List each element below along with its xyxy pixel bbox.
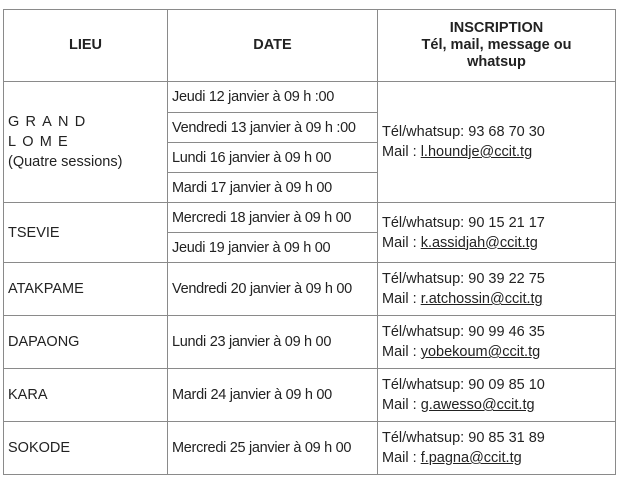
header-date: DATE	[168, 10, 378, 82]
table-row	[4, 422, 616, 475]
inscription-cell	[378, 203, 616, 263]
tel-label: Tél/whatsup:	[382, 377, 465, 393]
mail-label: Mail :	[382, 234, 417, 251]
header-inscription-line2: Tél, mail, message ou	[421, 37, 572, 53]
inscription-cell	[378, 316, 616, 369]
date-cell: Vendredi 20 janvier à 09 h 00	[168, 263, 378, 316]
mail-label: Mail :	[382, 397, 417, 413]
date-cell: Mardi 24 janvier à 09 h 00	[168, 369, 378, 422]
header-inscription-line3: whatsup	[467, 54, 526, 70]
inscription-cell	[378, 422, 616, 475]
mail-link[interactable]: l.houndje@ccit.tg	[420, 144, 533, 160]
mail-link[interactable]: r.atchossin@ccit.tg	[420, 291, 543, 307]
mail-label: Mail :	[382, 344, 417, 360]
mail-link[interactable]: k.assidjah@ccit.tg	[420, 234, 538, 251]
date-cell: Jeudi 19 janvier à 09 h 00	[168, 233, 378, 263]
inscription-cell	[378, 369, 616, 422]
lieu-cell	[4, 203, 168, 263]
tel-label: Tél/whatsup:	[382, 214, 465, 231]
lieu-cell: DAPAONG	[4, 316, 168, 369]
lieu-cell	[4, 82, 168, 203]
tel-value: 90 85 31 89	[468, 430, 545, 446]
date-cell: Lundi 23 janvier à 09 h 00	[168, 316, 378, 369]
header-inscription-line1: INSCRIPTION	[449, 20, 544, 36]
tel-line	[382, 122, 611, 142]
inscription-cell	[378, 82, 616, 203]
table-row	[4, 369, 616, 422]
tel-line	[382, 375, 611, 395]
date-cell: Vendredi 13 janvier à 09 h :00	[168, 113, 378, 143]
sessions-table	[3, 9, 616, 475]
date-cell: Mardi 17 janvier à 09 h 00	[168, 173, 378, 203]
mail-label: Mail :	[382, 450, 417, 466]
lieu-sub: (Quatre sessions)	[8, 154, 123, 170]
tel-value: 90 15 21 17	[468, 214, 545, 231]
mail-line	[382, 448, 611, 468]
tel-value: 90 39 22 75	[468, 271, 545, 287]
tel-value: 90 99 46 35	[468, 324, 545, 340]
header-lieu: LIEU	[4, 10, 168, 82]
table-row	[4, 82, 616, 113]
date-cell: Mercredi 25 janvier à 09 h 00	[168, 422, 378, 475]
mail-line	[382, 395, 611, 415]
mail-link[interactable]: g.awesso@ccit.tg	[420, 397, 535, 413]
inscription-cell	[378, 263, 616, 316]
table-row	[4, 316, 616, 369]
table-row	[4, 263, 616, 316]
date-cell: Lundi 16 janvier à 09 h 00	[168, 143, 378, 173]
mail-label: Mail :	[382, 291, 417, 307]
header-inscription	[378, 10, 616, 82]
tel-line	[382, 322, 611, 342]
tel-label: Tél/whatsup:	[382, 324, 465, 340]
mail-line	[382, 233, 611, 253]
lieu-cell: ATAKPAME	[4, 263, 168, 316]
tel-line	[382, 269, 611, 289]
tel-line	[382, 213, 611, 233]
lieu-cell: SOKODE	[4, 422, 168, 475]
header-row	[4, 10, 616, 82]
tel-label: Tél/whatsup:	[382, 430, 465, 446]
date-cell: Mercredi 18 janvier à 09 h 00	[168, 203, 378, 233]
mail-link[interactable]: f.pagna@ccit.tg	[420, 450, 522, 466]
lieu-name: TSEVIE	[8, 224, 60, 241]
date-cell: Jeudi 12 janvier à 09 h :00	[168, 82, 378, 113]
mail-line	[382, 342, 611, 362]
mail-line	[382, 289, 611, 309]
lieu-cell: KARA	[4, 369, 168, 422]
tel-label: Tél/whatsup:	[382, 271, 465, 287]
tel-value: 90 09 85 10	[468, 377, 545, 393]
tel-label: Tél/whatsup:	[382, 124, 465, 140]
mail-line	[382, 142, 611, 162]
table-row	[4, 203, 616, 233]
tel-line	[382, 428, 611, 448]
lieu-name: GRAND LOME	[8, 114, 92, 150]
mail-label: Mail :	[382, 144, 417, 160]
tel-value: 93 68 70 30	[468, 124, 545, 140]
mail-link[interactable]: yobekoum@ccit.tg	[420, 344, 541, 360]
